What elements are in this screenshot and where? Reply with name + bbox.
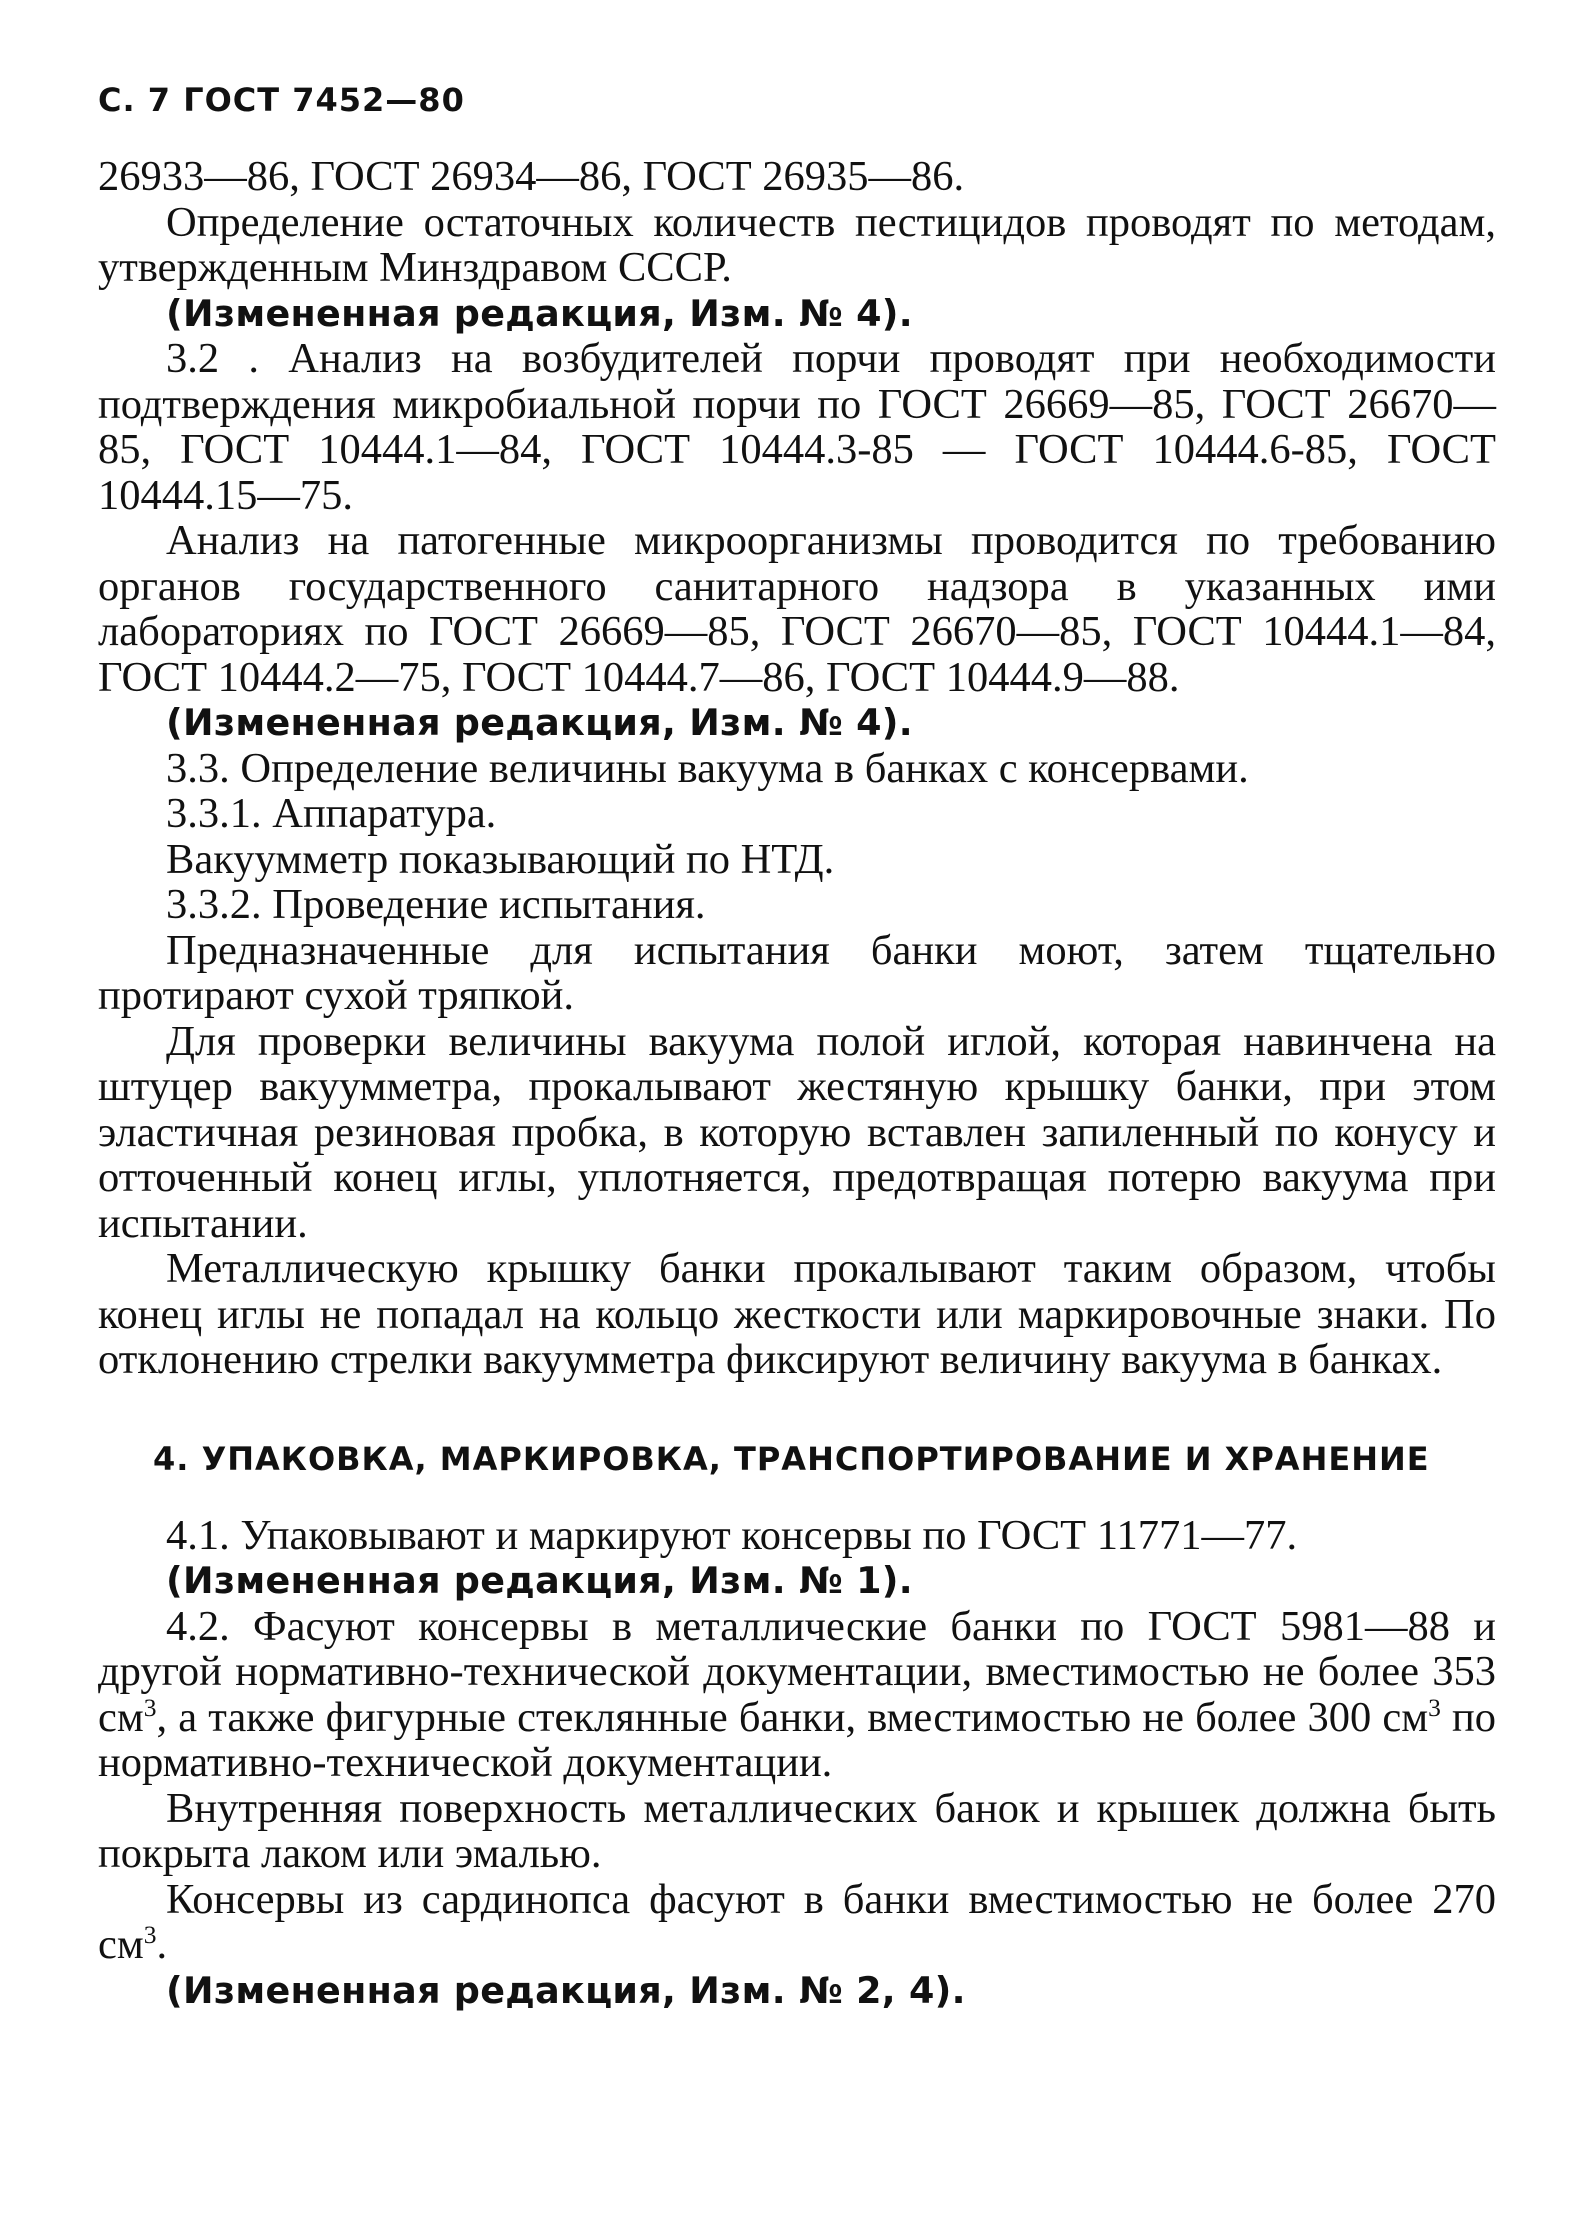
paragraph-3-3-2: 3.3.2. Проведение испытания. — [166, 881, 706, 928]
amendment-note: (Измененная редакция, Изм. № 4). — [166, 701, 913, 744]
document-page — [98, 78, 1496, 2013]
paragraph-3-3: 3.3. Определение величины вакуума в банках с консервами. — [166, 744, 1249, 792]
paragraph-4-1: 4.1. Упаковывают и маркируют консервы по ГОСТ 11771—77. — [166, 1511, 1298, 1559]
paragraph-4-2-part-c: по нормативно-технической документации. — [98, 1693, 1496, 1786]
superscript-3: 3 — [143, 1919, 157, 1949]
paragraph-3-2: 3.2 . Анализ на возбудителей порчи проводят при необходимости подтверждения микробиальной порчи по ГОСТ 26669—85, ГОСТ 26670—85, ГОСТ 10444.1—84, ГОСТ 10444.3-85 — ГОСТ 10444.6-85, ГОСТ 10444.15—75. — [98, 335, 1496, 519]
amendment-note: (Измененная редакция, Изм. № 4). — [166, 291, 913, 335]
superscript-3: 3 — [1428, 1692, 1441, 1722]
paragraph-vacuum-gauge: Вакуумметр показывающий по НТД. — [166, 835, 835, 883]
paragraph-4-2 — [98, 1604, 1496, 1786]
paragraph-wash-cans: Предназначенные для испытания банки моют, затем тщательно протирают сухой тряпкой. — [98, 926, 1496, 1019]
amendment-note: (Измененная редакция, Изм. № 2, 4). — [166, 1968, 966, 2012]
paragraph-continuation: 26933—86, ГОСТ 26934—86, ГОСТ 26935—86. — [98, 153, 965, 200]
paragraph-sardinops-part-a: Консервы из сардинопса фасуют в банки вместимостью не более 270 см — [98, 1875, 1496, 1968]
paragraph-sardinops — [98, 1877, 1496, 1968]
paragraph-4-2-part-b: , а также фигурные стеклянные банки, вместимостью не более 300 см — [156, 1693, 1429, 1741]
paragraph-pesticides: Определение остаточных количеств пестицидов проводят по методам, утвержденным Минздравом СССР. — [98, 198, 1496, 291]
section-title: 4. УПАКОВКА, МАРКИРОВКА, ТРАНСПОРТИРОВАНИЕ И ХРАНЕНИЕ — [153, 1439, 1430, 1478]
paragraph-sardinops-part-b: . — [156, 1921, 168, 1968]
paragraph-needle-check: Для проверки величины вакуума полой иглой, которая навинчена на штуцер вакуумметра, прокалывают жестяную крышку банки, при этом эластичная резиновая пробка, в которую вставлен запиленный по конусу и отточенный конец иглы, уплотняется, предотвращая потерю вакуума при испытании. — [98, 1017, 1496, 1247]
running-head: С. 7 ГОСТ 7452—80 — [98, 81, 465, 119]
superscript-3: 3 — [143, 1692, 157, 1722]
paragraph-pathogens: Анализ на патогенные микроорганизмы проводится по требованию органов государственного санитарного надзора в указанных ими лабораториях по ГОСТ 26669—85, ГОСТ 26670—85, ГОСТ 10444.1—84, ГОСТ 10444.2—75, ГОСТ 10444.7—86, ГОСТ 10444.9—88. — [98, 517, 1496, 701]
paragraph-pierce-lid: Металлическую крышку банки прокалывают таким образом, чтобы конец иглы не попадал на кольцо жесткости или маркировочные знаки. По отклонению стрелки вакуумметра фиксируют величину вакуума в банках. — [98, 1245, 1496, 1383]
paragraph-4-2-part-a: 4.2. Фасуют консервы в металлические банки по ГОСТ 5981—88 и другой нормативно-технической документации, вместимостью не более 353 см — [98, 1602, 1496, 1741]
paragraph-3-3-1: 3.3.1. Аппаратура. — [166, 790, 497, 837]
paragraph-coating: Внутренняя поверхность металлических банок и крышек должна быть покрыта лаком или эмалью. — [98, 1784, 1496, 1877]
amendment-note: (Измененная редакция, Изм. № 1). — [166, 1559, 913, 1602]
